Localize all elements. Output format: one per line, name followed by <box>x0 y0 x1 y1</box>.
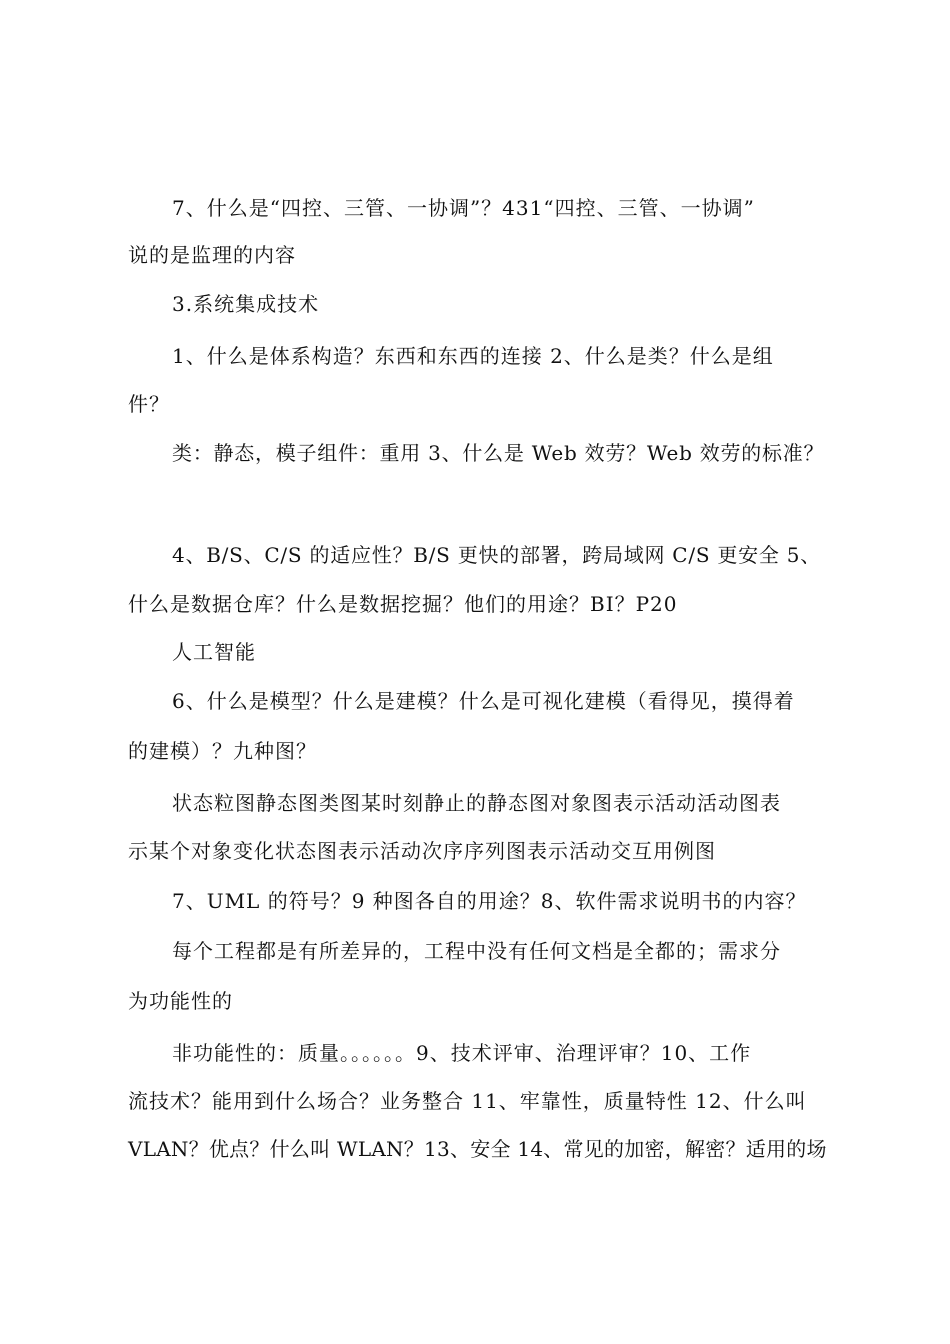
text-line: 6、什么是模型？什么是建模？什么是可视化建模（看得见，摸得着 <box>172 689 795 713</box>
text-line: VLAN？优点？什么叫 WLAN？13、安全 14、常见的加密，解密？适用的场 <box>128 1137 827 1161</box>
text-line: 流技术？能用到什么场合？业务整合 11、牢靠性，质量特性 12、什么叫 <box>128 1089 807 1113</box>
text-line: 说的是监理的内容 <box>128 243 296 267</box>
text-line: 1、什么是体系构造？东西和东西的连接 2、什么是类？什么是组 <box>172 344 774 368</box>
text-line: 每个工程都是有所差异的，工程中没有任何文档是全都的；需求分 <box>172 939 781 963</box>
text-line: 的建模）？九种图？ <box>128 739 317 763</box>
text-line: 非功能性的：质量。。。。。。9、技术评审、治理评审？10、工作 <box>172 1041 752 1065</box>
text-line: 4、B/S、C/S 的适应性？B/S 更快的部署，跨局域网 C/S 更安全 5、 <box>172 543 821 567</box>
text-line: 什么是数据仓库？什么是数据挖掘？他们的用途？BI？P20 <box>128 592 678 616</box>
section-heading: 3.系统集成技术 <box>172 292 320 316</box>
text-line: 示某个对象变化状态图表示活动次序序列图表示活动交互用例图 <box>128 839 716 863</box>
text-line: 状态粒图静态图类图某时刻静止的静态图对象图表示活动活动图表 <box>172 791 781 815</box>
text-line: 7、什么是“四控、三管、一协调”？431“四控、三管、一协调” <box>172 196 755 220</box>
text-line: 件？ <box>128 392 170 416</box>
text-line: 为功能性的 <box>128 989 233 1013</box>
text-line: 类：静态，模子组件：重用 3、什么是 Web 效劳？Web 效劳的标准？ <box>172 441 825 465</box>
text-line: 人工智能 <box>172 640 256 664</box>
text-line: 7、UML 的符号？9 种图各自的用途？8、软件需求说明书的内容？ <box>172 889 807 913</box>
